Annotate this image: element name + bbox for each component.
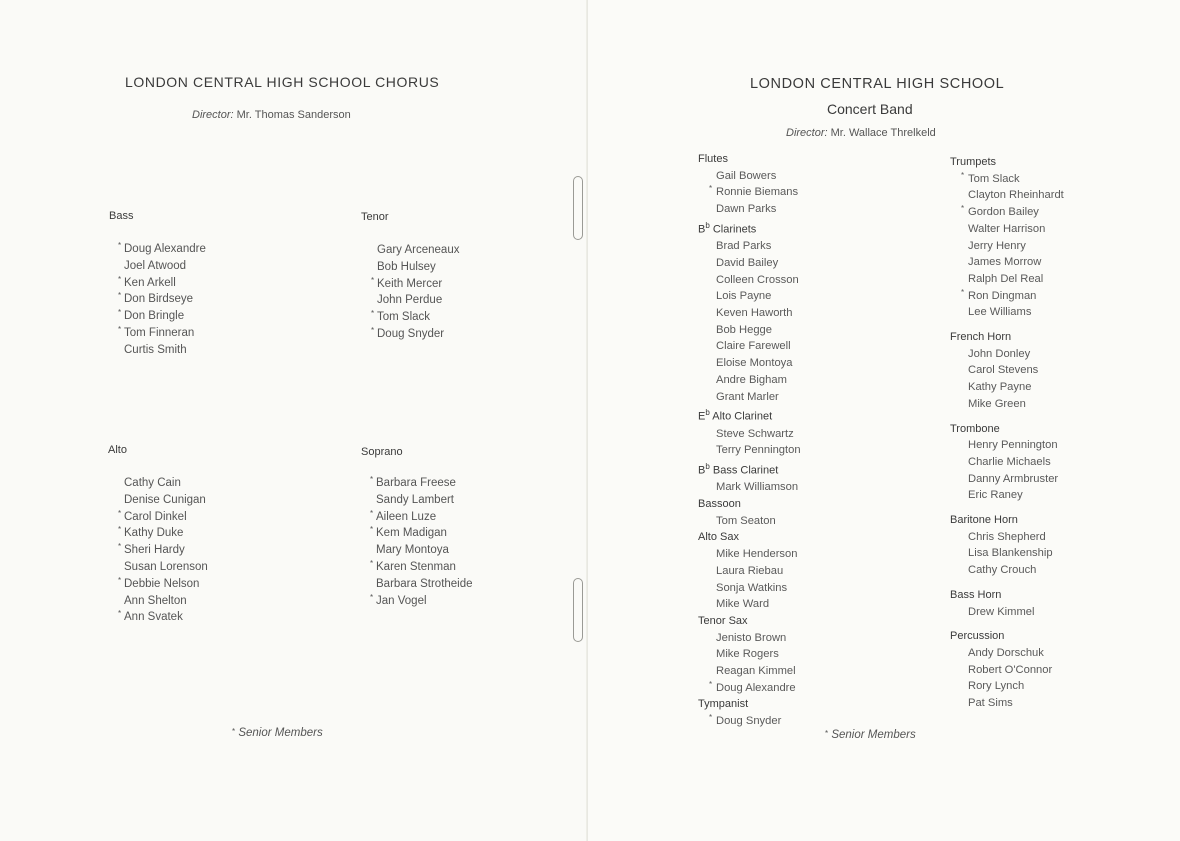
senior-star: * (961, 204, 965, 214)
member-item (716, 255, 801, 272)
member-name: Barbara Strotheide (376, 577, 473, 590)
member-name: David Bailey (716, 256, 779, 269)
director-label: Director: (192, 109, 234, 121)
member-name: Debbie Nelson (124, 577, 200, 590)
member-name: Claire Farewell (716, 340, 791, 353)
member-name: Doug Snyder (377, 327, 445, 340)
member-item (371, 275, 459, 293)
member-item (968, 454, 1064, 471)
instrument-member-list (950, 529, 1064, 579)
instrument-member-list (950, 437, 1064, 504)
member-item (370, 592, 473, 610)
senior-star: * (961, 170, 965, 180)
member-item (968, 529, 1064, 546)
chorus-director (192, 109, 351, 121)
heading-text: Trombone (950, 422, 1000, 435)
member-name: Clayton Rheinhardt (968, 189, 1064, 202)
section-heading-soprano: Soprano (361, 446, 403, 458)
member-name: Steve Schwartz (716, 427, 794, 440)
member-item (968, 437, 1064, 454)
senior-star: * (118, 308, 122, 318)
instrument-member-list (698, 513, 801, 530)
heading-prefix: B (698, 223, 706, 236)
member-name: Keven Haworth (716, 306, 793, 319)
instrument-heading (698, 613, 801, 630)
band-column-right (950, 154, 1064, 712)
member-name: Carol Dinkel (124, 510, 187, 523)
heading-text: Tenor Sax (698, 614, 748, 627)
chorus-footnote (232, 727, 323, 739)
instrument-heading (950, 154, 1064, 171)
member-item (118, 291, 206, 308)
instrument-member-list (698, 713, 801, 730)
section-heading-tenor: Tenor (361, 211, 389, 223)
member-item (716, 389, 801, 406)
member-name: Mary Montoya (376, 544, 449, 557)
staple-bottom (573, 578, 583, 642)
senior-star: * (118, 241, 122, 250)
section-heading-bass: Bass (109, 210, 134, 222)
heading-text: Baritone Horn (950, 514, 1018, 527)
member-item (709, 184, 801, 201)
member-item (124, 593, 208, 610)
senior-star: * (371, 309, 375, 319)
member-name: Jan Vogel (376, 594, 427, 607)
member-name: Ralph Del Real (968, 272, 1044, 285)
heading-prefix: B (698, 464, 706, 477)
instrument-section (950, 329, 1064, 413)
heading-text: French Horn (950, 331, 1012, 344)
member-item (716, 288, 801, 305)
member-item (709, 679, 801, 697)
member-name: Tom Slack (968, 172, 1020, 185)
instrument-section (950, 628, 1064, 712)
instrument-section (698, 529, 801, 613)
member-name: Charlie Michaels (968, 455, 1051, 468)
heading-text: Alto Sax (698, 531, 739, 544)
instrument-section (698, 218, 801, 405)
band-director (786, 127, 936, 139)
member-name: Jerry Henry (968, 239, 1026, 252)
band-page (588, 0, 1180, 841)
member-name: Lisa Blankenship (968, 547, 1053, 560)
member-item (716, 513, 801, 530)
instrument-heading (698, 696, 801, 713)
member-item (716, 546, 801, 563)
footnote-star: * (232, 727, 236, 736)
senior-star: * (371, 325, 375, 335)
member-item (118, 542, 208, 559)
member-name: Andre Bigham (716, 373, 787, 386)
member-item (968, 396, 1064, 413)
member-item (118, 575, 208, 593)
senior-star: * (118, 575, 122, 585)
member-name: Drew Kimmel (968, 605, 1035, 618)
member-name: Rory Lynch (968, 680, 1025, 693)
soprano-member-list (370, 475, 473, 609)
heading-flat: b (705, 408, 710, 418)
member-name: Eric Raney (968, 489, 1023, 502)
member-name: Susan Lorenson (124, 560, 208, 573)
instrument-heading (950, 628, 1064, 645)
member-name: Andy Dorschuk (968, 646, 1044, 659)
member-name: Terry Pennington (716, 444, 801, 457)
member-name: Tom Seaton (716, 514, 776, 527)
member-name: Lee Williams (968, 306, 1032, 319)
member-name: Ann Shelton (124, 594, 187, 607)
band-footnote (825, 729, 916, 741)
instrument-heading (698, 496, 801, 513)
member-name: Dawn Parks (716, 203, 777, 216)
instrument-heading (698, 529, 801, 546)
member-name: Laura Riebau (716, 564, 784, 577)
member-item (716, 272, 801, 289)
instrument-section (950, 154, 1064, 321)
member-item (370, 525, 473, 542)
heading-text: Flutes (698, 153, 728, 165)
tenor-member-list (371, 242, 460, 343)
member-item (968, 545, 1064, 562)
member-name: Sheri Hardy (124, 544, 185, 557)
member-item (968, 346, 1064, 363)
member-item (968, 604, 1064, 621)
member-item (371, 309, 459, 326)
member-name: Mike Rogers (716, 648, 779, 661)
member-item (716, 338, 801, 355)
senior-star: * (370, 475, 374, 484)
director-label: Director: (786, 127, 828, 139)
member-item (716, 305, 801, 322)
member-name: Gordon Bailey (968, 206, 1039, 219)
member-item (124, 559, 208, 576)
member-name: Mike Ward (716, 598, 770, 611)
member-item (968, 362, 1064, 379)
member-name: Walter Harrison (968, 222, 1046, 235)
instrument-section (950, 421, 1064, 505)
member-name: Bob Hegge (716, 323, 772, 336)
member-name: Don Birdseye (124, 293, 194, 306)
instrument-heading (698, 405, 801, 425)
member-item (370, 558, 473, 576)
senior-star: * (118, 291, 122, 301)
member-item (377, 242, 459, 259)
heading-text: Trumpets (950, 156, 997, 168)
member-name: Cathy Cain (124, 477, 181, 489)
member-item (968, 187, 1064, 204)
member-name: Eloise Montoya (716, 357, 793, 370)
member-item (968, 487, 1064, 504)
member-name: Don Bringle (124, 310, 185, 323)
member-item (124, 258, 206, 275)
section-heading-alto: Alto (108, 444, 127, 456)
member-item (124, 342, 206, 359)
instrument-heading (698, 459, 801, 479)
member-item (376, 542, 473, 559)
senior-star: * (118, 542, 122, 552)
instrument-heading (950, 587, 1064, 604)
member-item (716, 426, 801, 443)
member-name: Mark Williamson (716, 481, 799, 494)
member-item (968, 254, 1064, 271)
member-name: Mike Henderson (716, 548, 798, 561)
member-name: Danny Armbruster (968, 472, 1059, 485)
member-name: Henry Pennington (968, 439, 1058, 452)
instrument-section (698, 496, 801, 529)
member-item (716, 168, 801, 185)
member-item (118, 308, 206, 325)
instrument-member-list (698, 426, 801, 459)
heading-text: Bass Clarinet (712, 464, 779, 477)
instrument-section (950, 587, 1064, 620)
member-name: Lois Payne (716, 290, 772, 303)
senior-star: * (118, 508, 122, 518)
member-name: Brad Parks (716, 240, 772, 253)
member-name: John Donley (968, 347, 1031, 360)
member-item (968, 271, 1064, 288)
member-item (968, 379, 1064, 396)
instrument-member-list (698, 546, 801, 613)
member-name: Aileen Luze (376, 510, 437, 523)
member-item (968, 221, 1064, 238)
senior-star: * (961, 287, 965, 297)
band-title: LONDON CENTRAL HIGH SCHOOL (750, 76, 1005, 92)
member-name: Curtis Smith (124, 343, 187, 356)
instrument-member-list (950, 171, 1064, 321)
member-name: Pat Sims (968, 697, 1013, 710)
instrument-heading (698, 218, 801, 238)
instrument-section (950, 512, 1064, 579)
member-name: Ron Dingman (968, 289, 1037, 302)
band-subtitle: Concert Band (827, 101, 913, 117)
member-item (124, 492, 208, 509)
heading-flat: b (705, 461, 710, 471)
footnote-text: Senior Members (238, 727, 323, 739)
member-name: Tom Slack (377, 311, 431, 324)
footnote-text: Senior Members (831, 729, 916, 741)
member-item (968, 562, 1064, 579)
member-item (716, 580, 801, 597)
member-item (716, 479, 801, 496)
senior-star: * (709, 679, 713, 689)
instrument-section (698, 696, 801, 729)
member-name: Chris Shepherd (968, 530, 1046, 543)
member-item (716, 201, 801, 218)
instrument-section (698, 613, 801, 697)
instrument-member-list (698, 479, 801, 496)
bass-member-list (118, 241, 206, 359)
member-item (377, 292, 459, 309)
member-item (968, 238, 1064, 255)
member-item (118, 324, 206, 342)
member-item (716, 372, 801, 389)
member-name: Bob Hulsey (377, 260, 436, 273)
member-name: Keith Mercer (377, 277, 443, 290)
member-name: Sandy Lambert (376, 493, 454, 506)
member-name: Doug Alexandre (124, 243, 206, 255)
instrument-member-list (698, 168, 801, 218)
member-item (716, 646, 801, 663)
member-name: John Perdue (377, 294, 443, 307)
member-name: Ronnie Biemans (716, 186, 799, 199)
member-item (968, 304, 1064, 321)
member-name: Karen Stenman (376, 560, 456, 573)
heading-flat: b (705, 220, 710, 230)
member-item (118, 609, 208, 626)
member-item (118, 274, 206, 292)
member-name: Gail Bowers (716, 169, 777, 182)
senior-star: * (370, 525, 374, 535)
instrument-section (698, 459, 801, 496)
senior-star: * (118, 274, 122, 284)
heading-text: Tympanist (698, 698, 749, 711)
band-column-left (698, 151, 801, 730)
member-name: Tom Finneran (124, 326, 195, 339)
staple-top (573, 176, 583, 240)
member-item (376, 492, 473, 509)
senior-star: * (370, 508, 374, 518)
instrument-heading (950, 329, 1064, 346)
member-name: Colleen Crosson (716, 273, 799, 286)
heading-text: Clarinets (712, 223, 757, 236)
instrument-section (698, 405, 801, 459)
instrument-member-list (698, 238, 801, 405)
instrument-member-list (950, 604, 1064, 621)
member-item (716, 322, 801, 339)
footnote-star: * (825, 729, 829, 738)
heading-text: Bass Horn (950, 588, 1002, 601)
member-item (716, 238, 801, 255)
member-item (709, 713, 801, 730)
instrument-member-list (950, 645, 1064, 712)
senior-star: * (118, 609, 122, 619)
member-name: Ken Arkell (124, 276, 176, 289)
member-name: Kem Madigan (376, 527, 447, 540)
instrument-member-list (698, 630, 801, 697)
member-item (961, 287, 1064, 305)
member-name: Kathy Duke (124, 527, 184, 540)
instrument-heading (950, 421, 1064, 438)
senior-star: * (709, 713, 713, 723)
member-item (968, 695, 1064, 712)
member-item (716, 442, 801, 459)
member-item (968, 471, 1064, 488)
heading-text: Alto Clarinet (712, 410, 773, 423)
member-item (118, 525, 208, 542)
member-name: Barbara Freese (376, 477, 456, 489)
member-item (118, 508, 208, 526)
member-name: Joel Atwood (124, 259, 187, 272)
alto-member-list (118, 475, 208, 626)
member-item (118, 241, 206, 258)
member-name: James Morrow (968, 256, 1042, 269)
member-item (376, 576, 473, 593)
senior-star: * (370, 558, 374, 568)
director-name: Mr. Thomas Sanderson (236, 109, 351, 121)
member-item (961, 204, 1064, 221)
heading-text: Bassoon (698, 498, 741, 511)
member-name: Mike Green (968, 397, 1026, 410)
member-item (377, 259, 459, 276)
member-item (961, 170, 1064, 188)
member-item (716, 563, 801, 580)
heading-text: Percussion (950, 630, 1005, 643)
member-item (370, 475, 473, 492)
senior-star: * (118, 525, 122, 535)
member-item (968, 662, 1064, 679)
member-item (968, 678, 1064, 695)
member-item (371, 325, 459, 343)
member-name: Doug Alexandre (716, 681, 796, 694)
member-item (716, 630, 801, 647)
member-name: Robert O'Connor (968, 663, 1053, 676)
member-name: Ann Svatek (124, 611, 183, 624)
member-name: Denise Cunigan (124, 493, 206, 506)
instrument-member-list (950, 346, 1064, 413)
senior-star: * (709, 184, 713, 194)
member-item (716, 355, 801, 372)
member-name: Jenisto Brown (716, 631, 787, 644)
member-item (124, 475, 208, 492)
heading-prefix: E (698, 410, 706, 423)
member-name: Kathy Payne (968, 381, 1032, 394)
instrument-section (698, 151, 801, 218)
instrument-heading (698, 151, 801, 168)
member-item (370, 508, 473, 526)
senior-star: * (371, 275, 375, 285)
member-name: Gary Arceneaux (377, 244, 460, 256)
instrument-heading (950, 512, 1064, 529)
member-name: Grant Marler (716, 390, 779, 403)
member-name: Cathy Crouch (968, 564, 1037, 577)
member-name: Carol Stevens (968, 364, 1039, 377)
member-item (716, 596, 801, 613)
member-item (716, 663, 801, 680)
senior-star: * (118, 324, 122, 334)
member-name: Reagan Kimmel (716, 665, 796, 678)
member-name: Doug Snyder (716, 715, 782, 728)
senior-star: * (370, 592, 374, 602)
chorus-page (0, 0, 588, 841)
member-name: Sonja Watkins (716, 581, 788, 594)
chorus-title: LONDON CENTRAL HIGH SCHOOL CHORUS (125, 74, 440, 90)
member-item (968, 645, 1064, 662)
director-name: Mr. Wallace Threlkeld (830, 127, 936, 139)
